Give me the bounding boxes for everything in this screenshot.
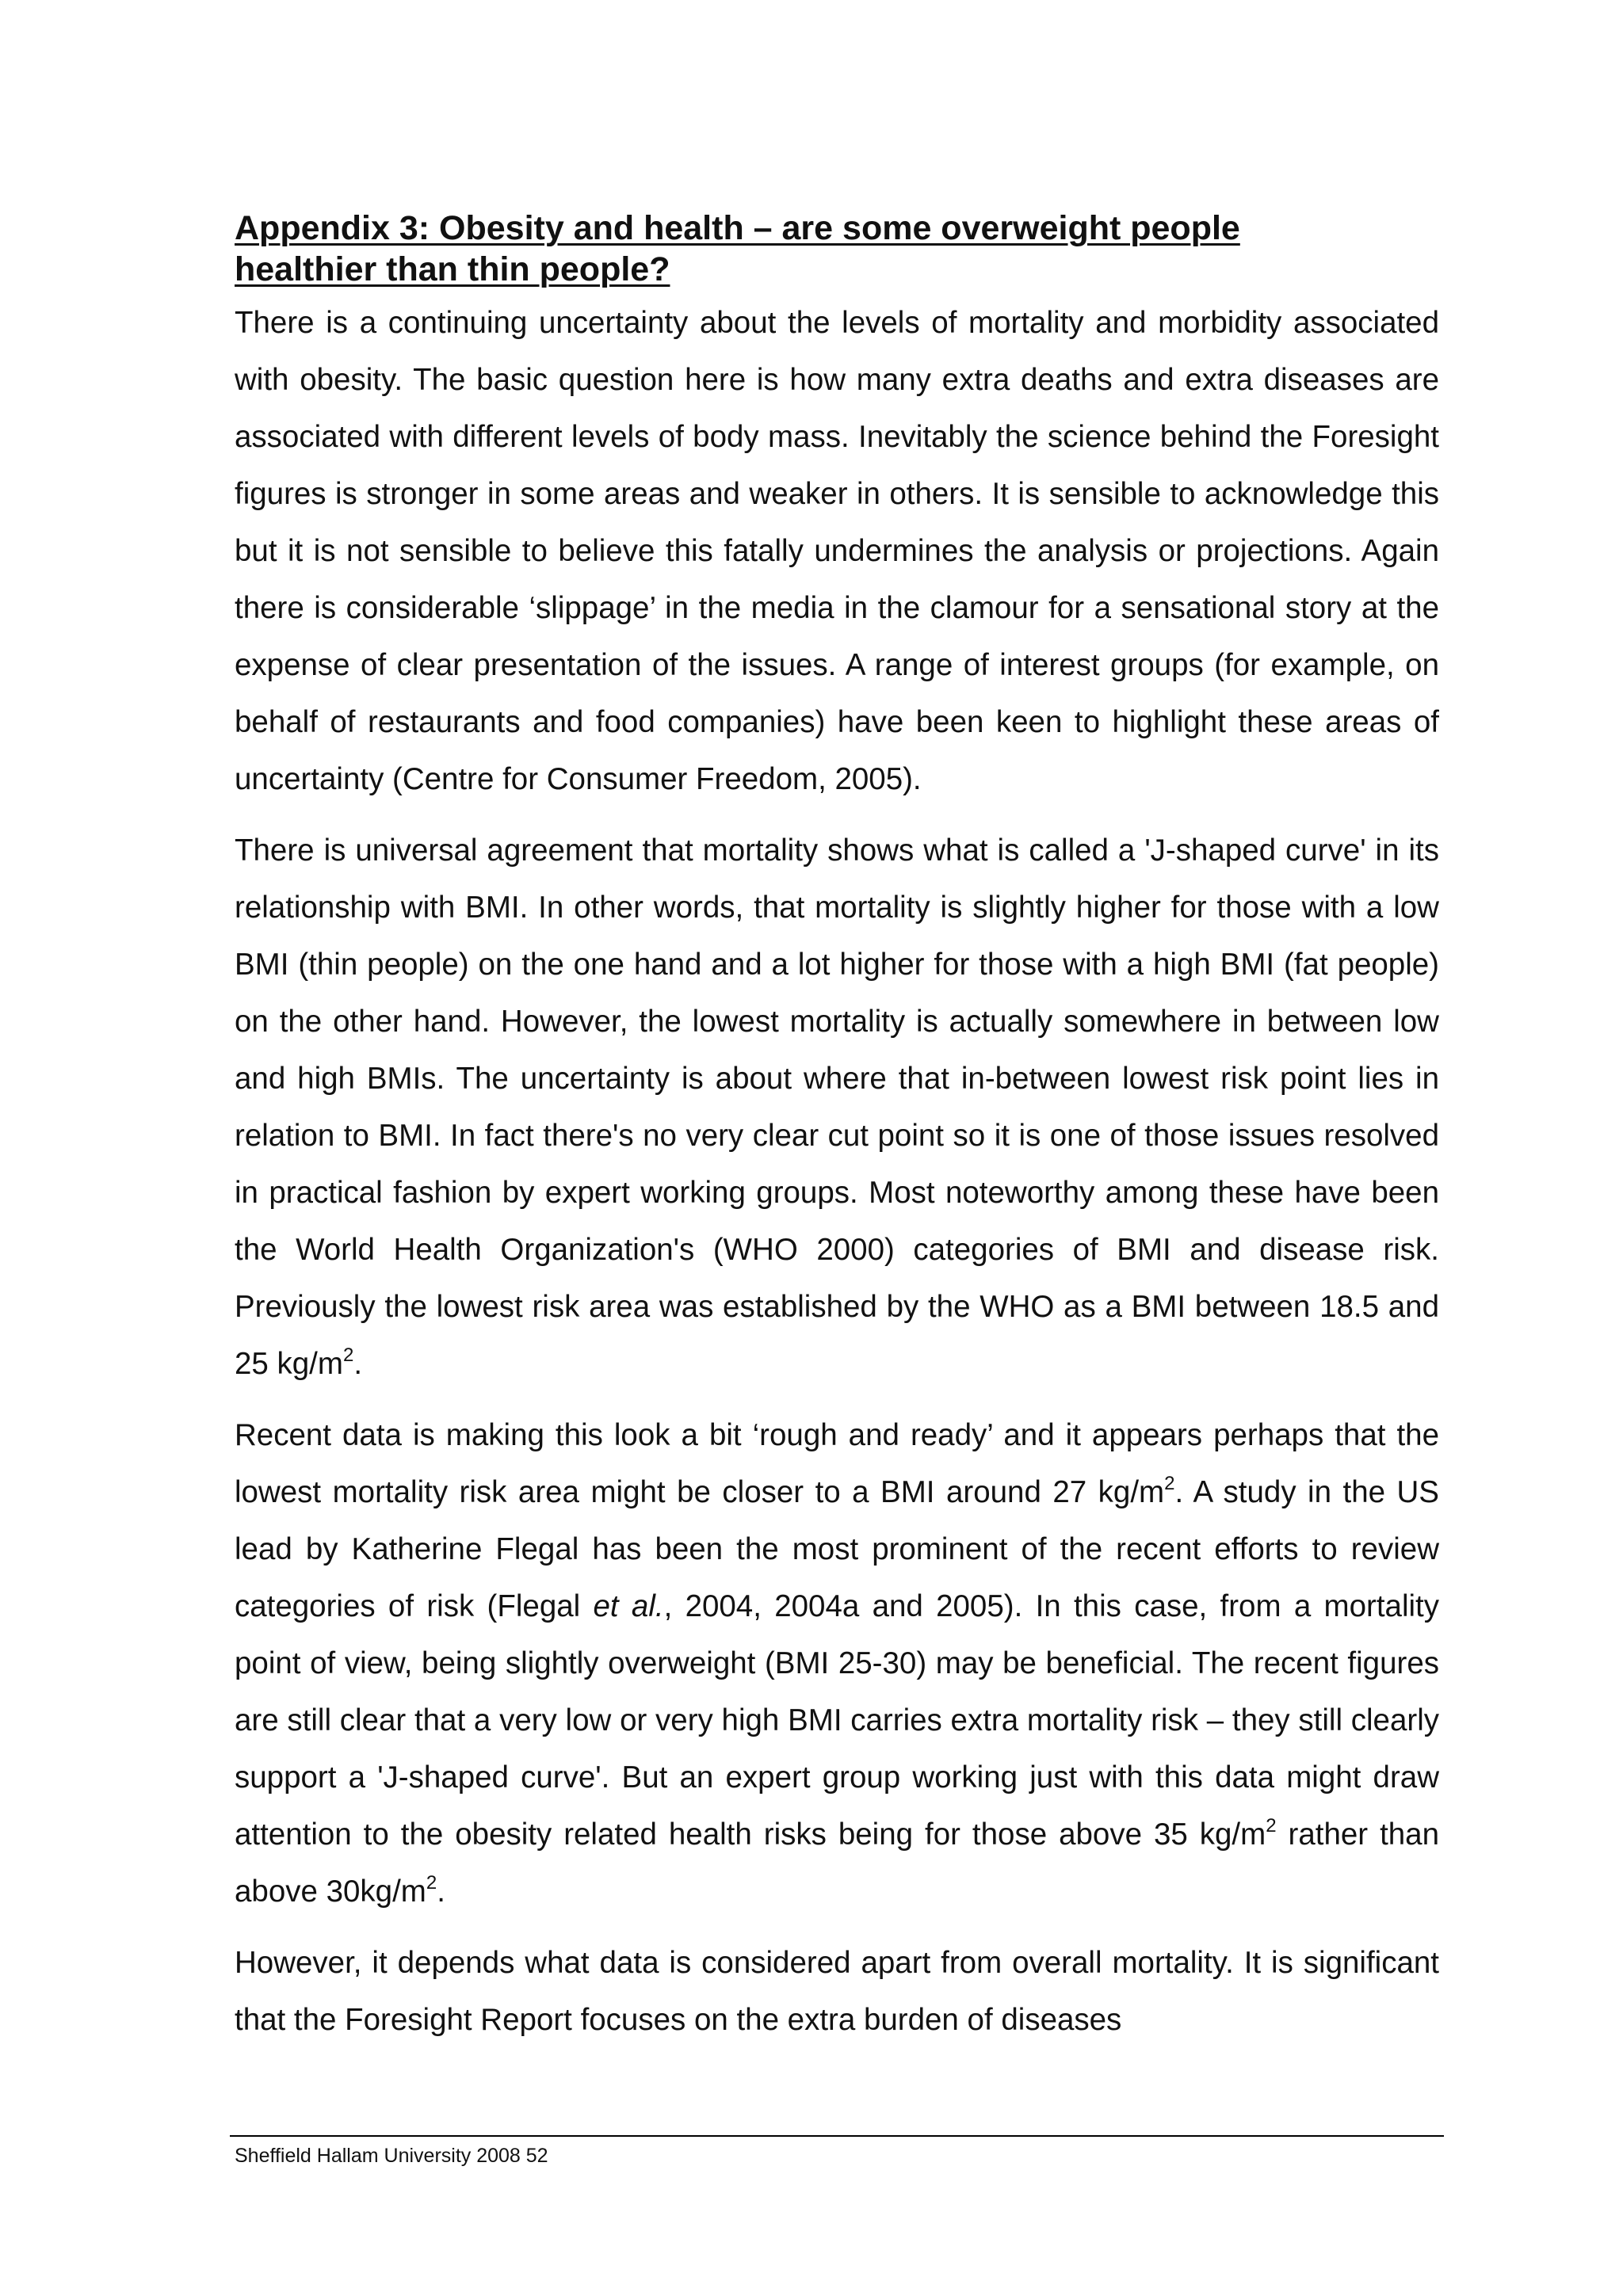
paragraph-2-text: There is universal agreement that mortality shows what is called a 'J-shaped curve' in its relationship with BMI. In other words, that mortality is slightly higher for those with a low BMI (thin people) on the one hand and a lot higher for those with a high BMI (fat people) on the other hand. However, the lowest mortality is actually somewhere in between low and high BMIs. The uncertainty is about where that in-between lowest risk point lies in relation to BMI. In fact there's no very clear cut point so it is one of those issues resolved in practical fashion by expert working groups. Most noteworthy among these have been the World Health Organization's (WHO 2000) categories of BMI and disease risk. Previously the lowest risk area was established by the WHO as a BMI between 18.5 and 25 kg/m — [235, 833, 1439, 1381]
superscript: 2 — [1164, 1473, 1175, 1494]
superscript: 2 — [1266, 1815, 1277, 1836]
page-footer: Sheffield Hallam University 2008 52 — [235, 2145, 548, 2167]
paragraph-1: There is a continuing uncertainty about the levels of mortality and morbidity associated with obesity. The basic question here is how many extra deaths and extra diseases are associated with different levels of body mass. Inevitably the science behind the Foresight figures is stronger in some areas and weaker in others. It is sensible to acknowledge this but it is not sensible to believe this fatally undermines the analysis or projections. Again there is considerable ‘slippage’ in the media in the clamour for a sensational story at the expense of clear presentation of the issues. A range of interest groups (for example, on behalf of restaurants and food companies) have been keen to highlight these areas of uncertainty (Centre for Consumer Freedom, 2005). — [235, 306, 1439, 796]
paragraph-2-end: . — [353, 1347, 363, 1381]
document-body — [235, 208, 1439, 2063]
paragraph-3-part-d: rather than above 30kg/m — [235, 1817, 1439, 1909]
paragraph-3-part-b: . A study in the US lead by Katherine Flegal has been the most prominent of the recent efforts to review categories of risk (Flegal — [235, 1475, 1439, 1623]
superscript: 2 — [426, 1872, 437, 1894]
paragraph-3-part-e: . — [437, 1875, 445, 1909]
appendix-heading — [235, 208, 1439, 290]
paragraph-3-italic: et al. — [593, 1589, 664, 1623]
heading-line-1: Appendix 3: Obesity and health – are some overweight people — [235, 209, 1240, 247]
paragraph-3-part-a: Recent data is making this look a bit ‘rough and ready’ and it appears perhaps that the lowest mortality risk area might be closer to a BMI around 27 kg/m — [235, 1418, 1439, 1509]
heading-line-2: healthier than thin people? — [235, 250, 670, 288]
superscript: 2 — [342, 1344, 354, 1366]
paragraph-4: However, it depends what data is considered apart from overall mortality. It is significant that the Foresight Report focuses on the extra burden of diseases — [235, 1946, 1439, 2037]
footer-divider — [230, 2135, 1444, 2137]
paragraph-3-part-c: , 2004, 2004a and 2005). In this case, from a mortality point of view, being slightly overweight (BMI 25-30) may be beneficial. The recent figures are still clear that a very low or very high BMI carries extra mortality risk – they still clearly support a 'J-shaped curve'. But an expert group working just with this data might draw attention to the obesity related health risks being for those above 35 kg/m — [235, 1589, 1439, 1852]
paragraph-2 — [235, 822, 1439, 1393]
paragraph-3 — [235, 1407, 1439, 1920]
